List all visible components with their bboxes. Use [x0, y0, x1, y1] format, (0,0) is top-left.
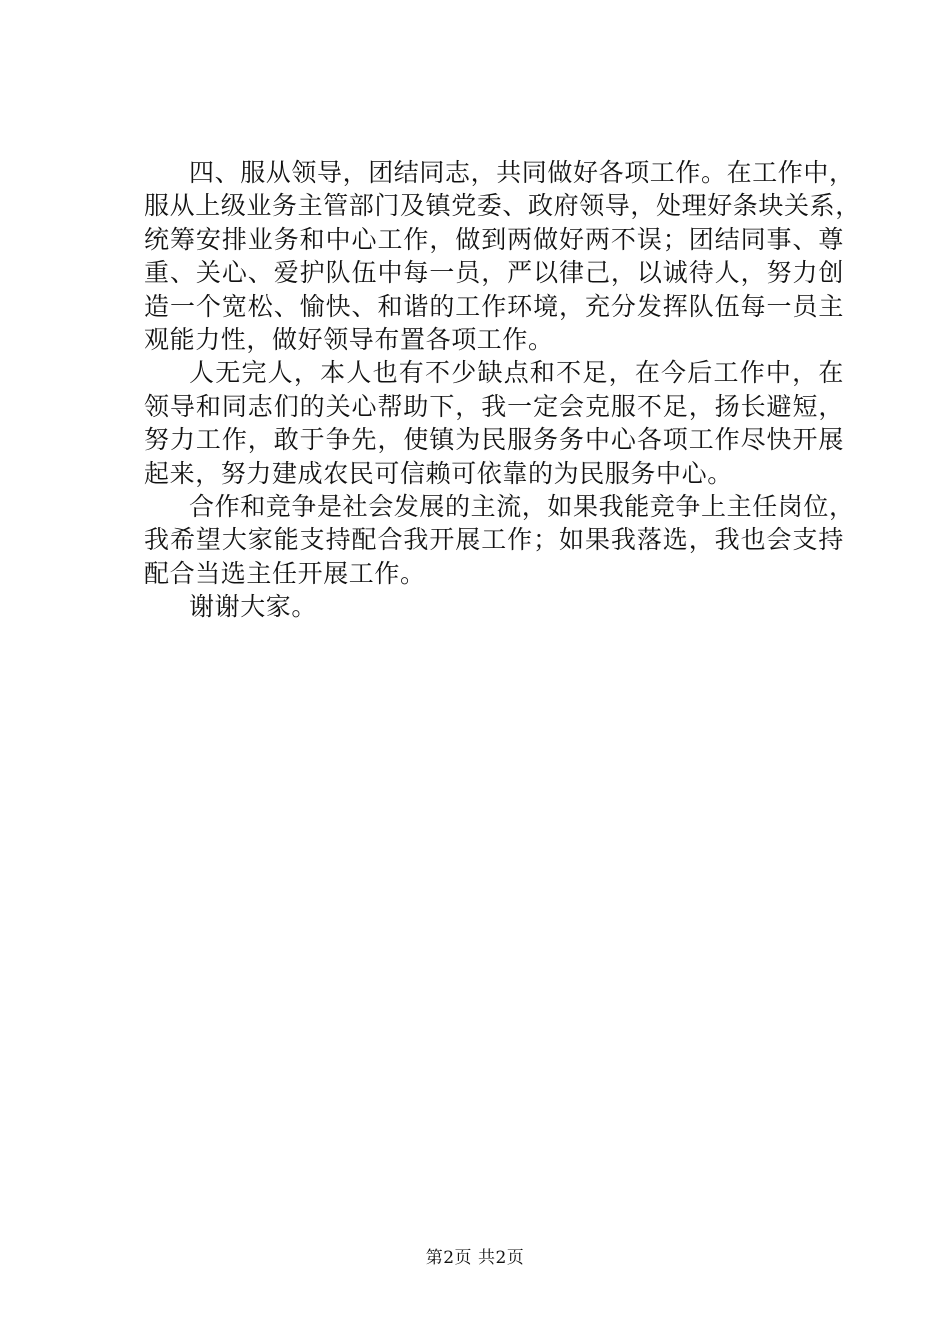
- paragraph-line: 合作和竞争是社会发展的主流，如果我能竞争上主任岗位，: [189, 491, 855, 521]
- paragraph-line: 起来，努力建成农民可信赖可依靠的为民服务中心。: [144, 458, 733, 488]
- paragraph-4: [144, 590, 844, 623]
- paragraph-1: [144, 156, 861, 356]
- paragraph-line: 统筹安排业务和中心工作，做到两做好两不误；团结同事、尊: [144, 224, 844, 254]
- paragraph-line: 重、关心、爱护队伍中每一员，严以律己，以诚待人，努力创: [144, 258, 844, 288]
- paragraph-line: 谢谢大家。: [189, 592, 318, 622]
- paragraph-line: 观能力性，做好领导布置各项工作。: [144, 324, 554, 354]
- page-footer: 第2页 共2页: [425, 1248, 525, 1268]
- document-body: [144, 156, 861, 623]
- paragraph-2: [144, 356, 844, 490]
- paragraph-line: 造一个宽松、愉快、和谐的工作环境，充分发挥队伍每一员主: [144, 291, 844, 321]
- paragraph-line: 人无完人，本人也有不少缺点和不足，在今后工作中，在: [189, 358, 844, 388]
- paragraph-line: 四、服从领导，团结同志，共同做好各项工作。在工作中，: [189, 158, 855, 187]
- paragraph-line: 我希望大家能支持配合我开展工作；如果我落选，我也会支持: [144, 525, 844, 555]
- paragraph-3: [144, 490, 855, 590]
- paragraph-line: 领导和同志们的关心帮助下，我一定会克服不足，扬长避短，: [144, 391, 844, 421]
- paragraph-line: 配合当选主任开展工作。: [144, 558, 426, 588]
- paragraph-line: 努力工作，敢于争先，使镇为民服务务中心各项工作尽快开展: [144, 425, 844, 455]
- paragraph-line: 服从上级业务主管部门及镇党委、政府领导，处理好条块关系，: [144, 191, 861, 221]
